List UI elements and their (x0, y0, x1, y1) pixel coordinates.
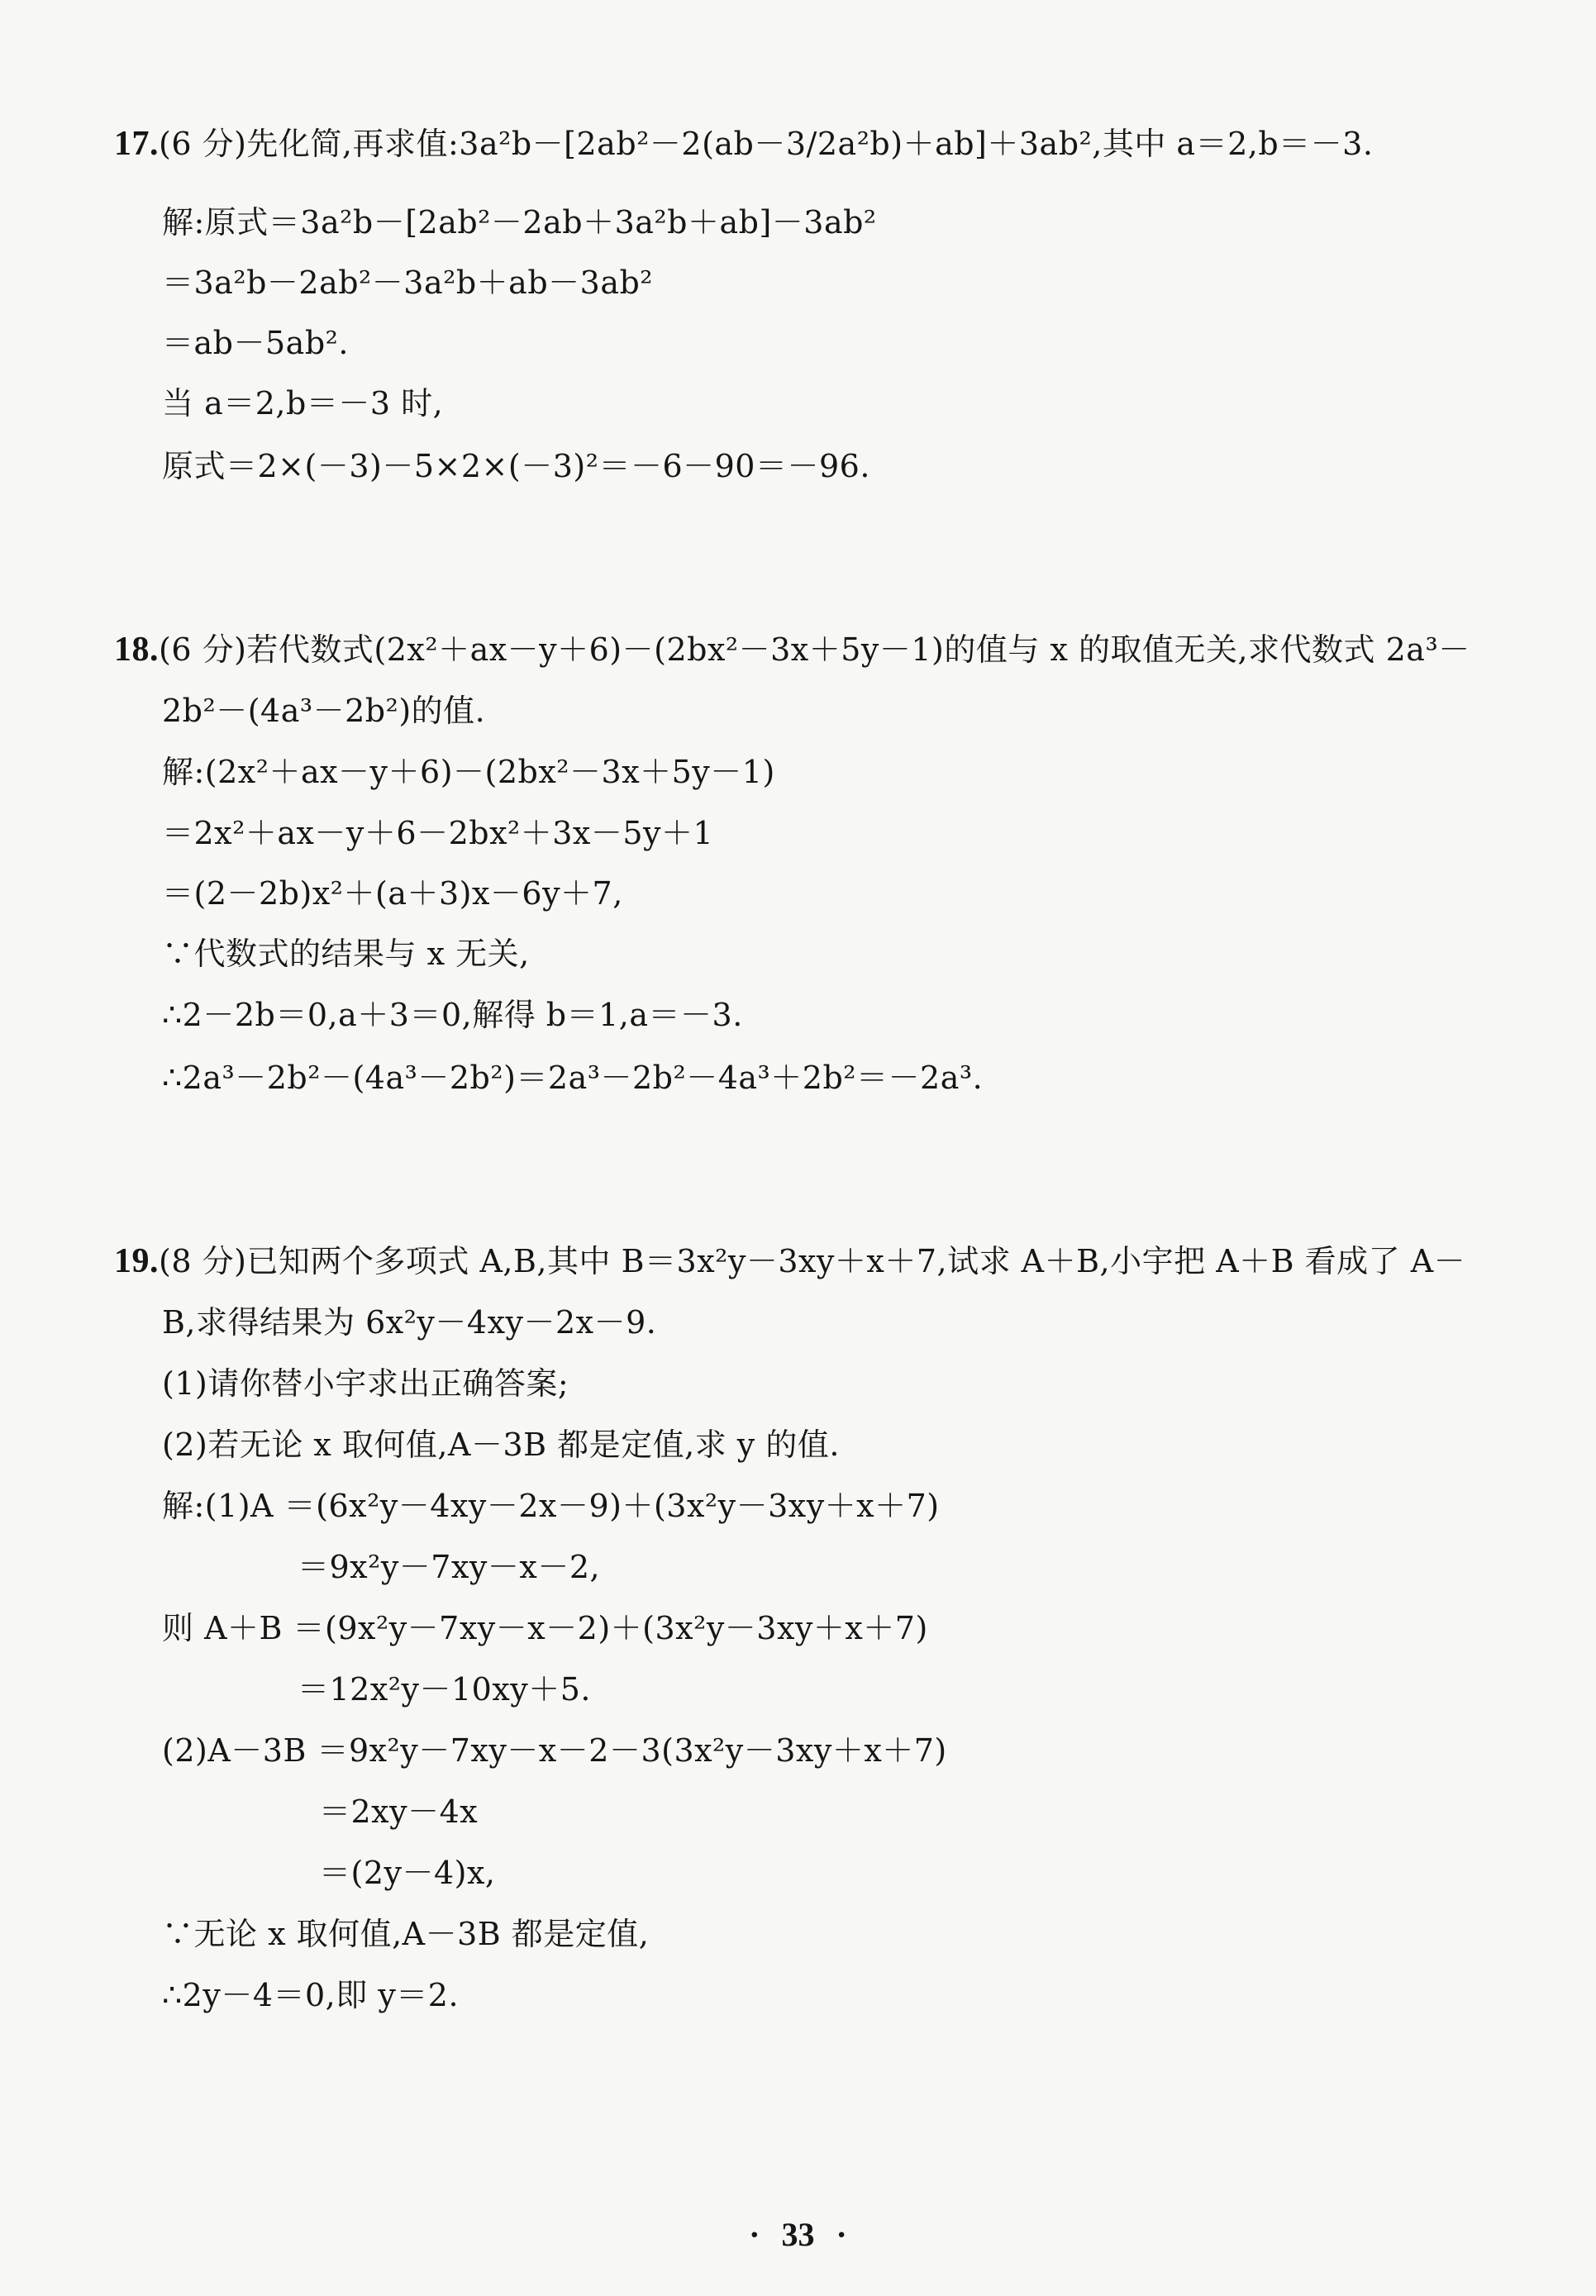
problem-19-solution-line-9: ∴2y－4＝0,即 y＝2. (162, 1977, 460, 2013)
problem-17-number: 17. (114, 125, 159, 163)
problem-19-sub-question-2: (2)若无论 x 取何值,A－3B 都是定值,求 y 的值. (162, 1427, 840, 1463)
problem-18-stem-line-1 (114, 630, 1470, 669)
problem-18-solution-line-2: ＝2x²＋ax－y＋6－2bx²＋3x－5y＋1 (162, 815, 714, 851)
problem-18-text-1: (6 分)若代数式(2x²＋ax－y＋6)－(2bx²－3x＋5y－1)的值与 x 的取值无关,求代数式 2a³－ (159, 631, 1470, 668)
problem-17-solution-line-1: 解:原式＝3a²b－[2ab²－2ab＋3a²b＋ab]－3ab² (162, 204, 877, 241)
problem-19-number: 19. (114, 1242, 159, 1280)
problem-17-solution-line-5: 原式＝2×(－3)－5×2×(－3)²＝－6－90＝－96. (162, 448, 870, 484)
problem-18-solution-line-4: ∵代数式的结果与 x 无关, (162, 936, 530, 972)
problem-19-solution-line-1: 解:(1)A ＝(6x²y－4xy－2x－9)＋(3x²y－3xy＋x＋7) (162, 1488, 940, 1524)
problem-18-stem-line-2: 2b²－(4a³－2b²)的值. (162, 693, 486, 729)
problem-17-solution-line-4: 当 a＝2,b＝－3 时, (162, 385, 444, 422)
page-number-value: 33 (781, 2216, 815, 2253)
problem-18-solution-line-3: ＝(2－2b)x²＋(a＋3)x－6y＋7, (162, 875, 623, 912)
problem-19-text-1: (8 分)已知两个多项式 A,B,其中 B＝3x²y－3xy＋x＋7,试求 A＋B,小宇把 A＋B 看成了 A－ (159, 1243, 1466, 1279)
page-number: · 33 · (749, 2216, 847, 2253)
problem-18-number: 18. (114, 631, 159, 669)
problem-19-solution-line-3: 则 A＋B ＝(9x²y－7xy－x－2)＋(3x²y－3xy＋x＋7) (162, 1610, 928, 1646)
problem-18-solution-line-6: ∴2a³－2b²－(4a³－2b²)＝2a³－2b²－4a³＋2b²＝－2a³. (162, 1060, 984, 1096)
problem-19-solution-line-5: (2)A－3B ＝9x²y－7xy－x－2－3(3x²y－3xy＋x＋7) (162, 1732, 947, 1769)
problem-18-solution-line-5: ∴2－2b＝0,a＋3＝0,解得 b＝1,a＝－3. (162, 997, 743, 1033)
problem-19-solution-line-6: ＝2xy－4x (319, 1793, 479, 1830)
problem-18-solution-line-1: 解:(2x²＋ax－y＋6)－(2bx²－3x＋5y－1) (162, 754, 775, 790)
problem-19-solution-line-8: ∵无论 x 取何值,A－3B 都是定值, (162, 1916, 650, 1952)
problem-19-solution-line-7: ＝(2y－4)x, (319, 1855, 496, 1891)
problem-17-solution-line-2: ＝3a²b－2ab²－3a²b＋ab－3ab² (162, 264, 654, 301)
problem-17-text: (6 分)先化简,再求值:3a²b－[2ab²－2(ab－3/2a²b)＋ab]＋3ab²,其中 a＝2,b＝－3. (159, 126, 1374, 162)
problem-17-stem (114, 124, 1373, 164)
problem-19-sub-question-1: (1)请你替小宇求出正确答案; (162, 1365, 569, 1402)
problem-19-solution-line-4: ＝12x²y－10xy＋5. (298, 1671, 591, 1708)
problem-17-solution-line-3: ＝ab－5ab². (162, 325, 349, 361)
problem-19-solution-line-2: ＝9x²y－7xy－x－2, (298, 1549, 601, 1585)
problem-19-stem-line-2: B,求得结果为 6x²y－4xy－2x－9. (162, 1304, 657, 1341)
problem-19-stem-line-1 (114, 1241, 1465, 1281)
